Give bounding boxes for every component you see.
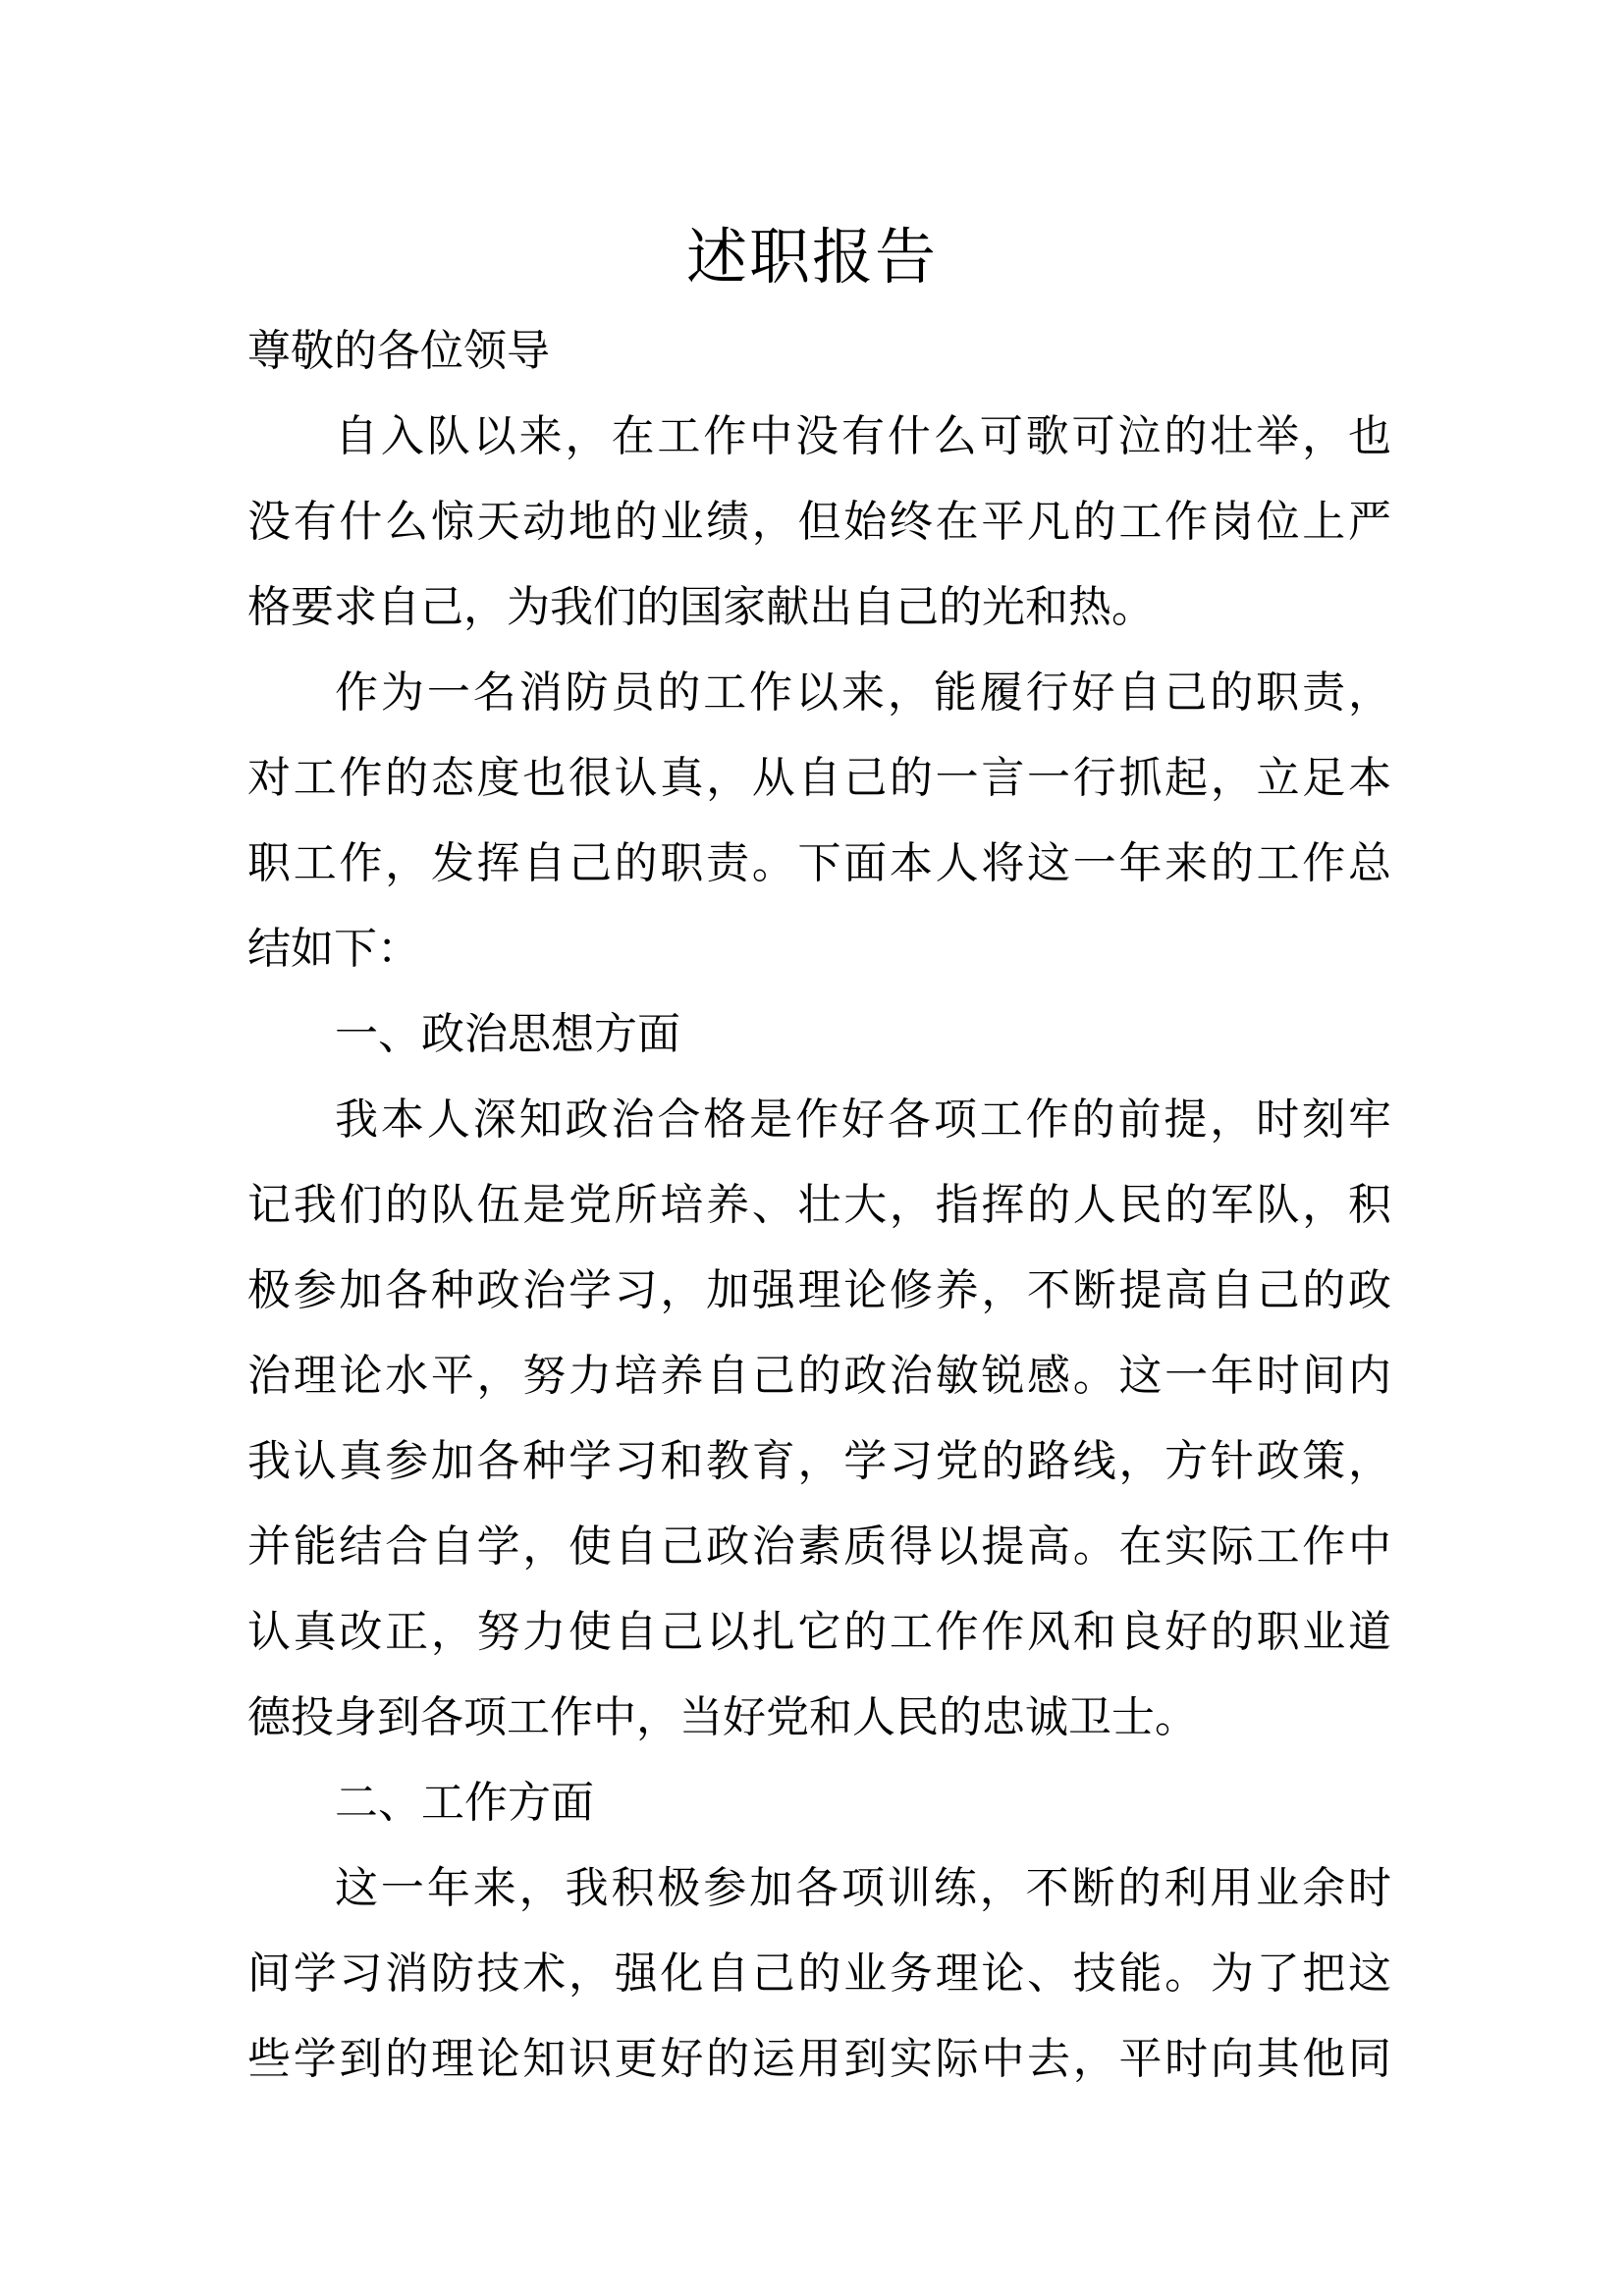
text-line: 并能结合自学，使自己政治素质得以提高。在实际工作中: [247, 1522, 1391, 1572]
text-line: 认真改正，努力使自己以扎它的工作作风和良好的职业道: [247, 1607, 1391, 1657]
text-line: 二、工作方面: [335, 1778, 594, 1828]
text-line: 作为一名消防员的工作以来，能履行好自己的职责，: [335, 667, 1391, 718]
text-line: 记我们的队伍是党所培养、壮大，指挥的人民的军队，积: [247, 1180, 1391, 1230]
text-line: 些学到的理论知识更好的运用到实际中去，平时向其他同: [247, 2034, 1391, 2084]
text-line: 职工作，发挥自己的职责。下面本人将这一年来的工作总: [247, 838, 1391, 888]
text-line: 我认真参加各种学习和教育，学习党的路线，方针政策，: [247, 1436, 1391, 1486]
text-line: 治理论水平，努力培养自己的政治敏锐感。这一年时间内: [247, 1351, 1391, 1401]
document-body: [247, 308, 1391, 2102]
text-line: 德投身到各项工作中，当好党和人民的忠诚卫士。: [247, 1692, 1198, 1742]
document-title: 述职报告: [685, 221, 938, 293]
text-line: 间学习消防技术，强化自己的业务理论、技能。为了把这: [247, 1949, 1391, 1999]
text-line: 结如下：: [247, 924, 420, 974]
text-line: 这一年来，我积极参加各项训练，不断的利用业余时: [335, 1863, 1391, 1913]
text-line: 极参加各种政治学习，加强理论修养，不断提高自己的政: [247, 1265, 1391, 1315]
text-line: 格要求自己，为我们的国家献出自己的光和热。: [247, 582, 1155, 632]
text-line: 自入队以来，在工作中没有什么可歌可泣的壮举，也: [335, 411, 1391, 461]
text-line: 一、政治思想方面: [335, 1009, 680, 1059]
text-line: 尊敬的各位领导: [247, 326, 550, 376]
text-line: 没有什么惊天动地的业绩，但始终在平凡的工作岗位上严: [247, 497, 1391, 547]
text-line: 对工作的态度也很认真，从自己的一言一行抓起，立足本: [247, 753, 1391, 803]
text-line: 我本人深知政治合格是作好各项工作的前提，时刻牢: [335, 1095, 1391, 1145]
